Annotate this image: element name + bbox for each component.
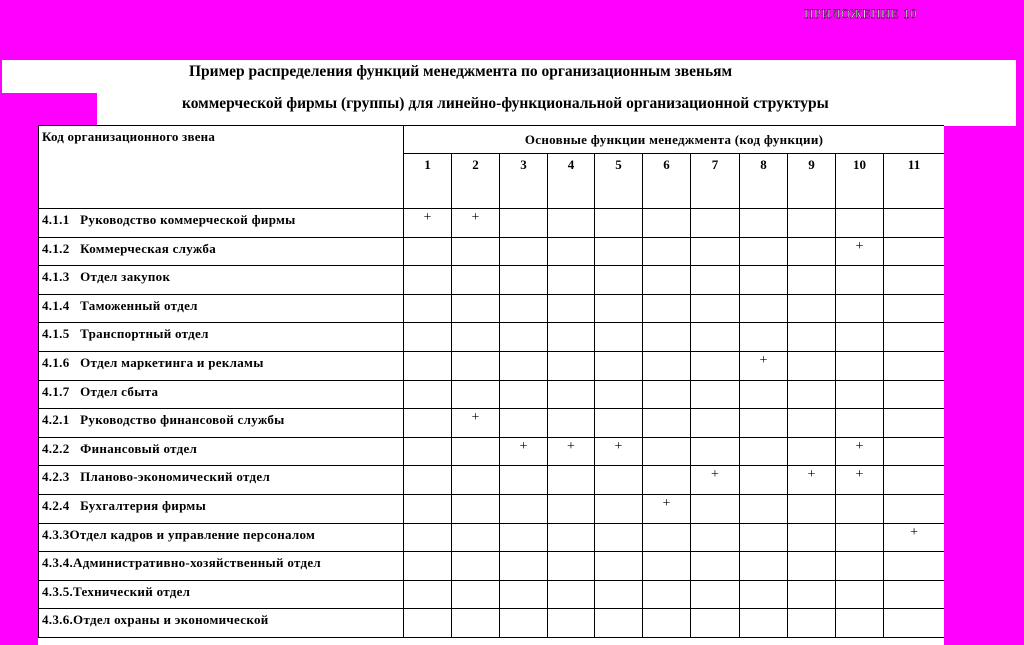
function-cell: [788, 209, 836, 238]
function-cell: [404, 523, 452, 552]
org-unit-label: 4.1.5 Транспортный отдел: [39, 323, 404, 352]
function-cell: [500, 323, 548, 352]
function-cell: [595, 237, 643, 266]
function-number-header: 9: [788, 154, 836, 209]
function-cell: [500, 609, 548, 638]
function-cell: [548, 380, 595, 409]
table-row: [39, 523, 945, 552]
function-cell: [643, 609, 691, 638]
function-cell: [452, 609, 500, 638]
org-unit-label: 4.3.4.Административно-хозяйственный отдел: [39, 552, 404, 581]
function-cell: [595, 580, 643, 609]
document-title-line-1: Пример распределения функций менеджмента по организационным звеньям: [189, 63, 733, 80]
function-cell: [643, 523, 691, 552]
function-cell: [643, 580, 691, 609]
function-cell: [691, 237, 740, 266]
function-cell: [884, 266, 945, 295]
function-cell: [691, 209, 740, 238]
function-cell: [884, 466, 945, 495]
org-unit-label: 4.3.6.Отдел охраны и экономической: [39, 609, 404, 638]
function-cell: [404, 380, 452, 409]
function-cell: [836, 552, 884, 581]
table-row: [39, 351, 945, 380]
function-cell: [595, 266, 643, 295]
function-cell: [691, 323, 740, 352]
function-cell: [740, 580, 788, 609]
function-cell: [740, 523, 788, 552]
function-cell: [595, 323, 643, 352]
function-cell: [740, 466, 788, 495]
function-cell: [500, 380, 548, 409]
table-row: [39, 209, 945, 238]
function-cell: [452, 466, 500, 495]
function-cell: [788, 609, 836, 638]
function-cell: +: [548, 437, 595, 466]
function-cell: [788, 552, 836, 581]
function-cell: [500, 209, 548, 238]
org-unit-label: 4.2.2 Финансовый отдел: [39, 437, 404, 466]
function-cell: [691, 351, 740, 380]
function-cell: [500, 294, 548, 323]
function-cell: [548, 523, 595, 552]
function-cell: [595, 609, 643, 638]
functions-table: [38, 125, 944, 638]
function-cell: [404, 323, 452, 352]
function-cell: [404, 294, 452, 323]
function-cell: +: [452, 209, 500, 238]
org-unit-label: 4.3.3Отдел кадров и управление персоналом: [39, 523, 404, 552]
org-unit-label: 4.1.4 Таможенный отдел: [39, 294, 404, 323]
function-cell: +: [836, 237, 884, 266]
function-cell: [643, 466, 691, 495]
function-cell: [691, 494, 740, 523]
function-cell: [548, 580, 595, 609]
org-unit-label: 4.2.4 Бухгалтерия фирмы: [39, 494, 404, 523]
function-cell: [643, 552, 691, 581]
org-unit-label: 4.2.3 Планово-экономический отдел: [39, 466, 404, 495]
function-cell: [836, 580, 884, 609]
function-cell: [884, 437, 945, 466]
function-cell: [500, 523, 548, 552]
function-cell: [691, 409, 740, 438]
function-cell: [884, 351, 945, 380]
function-cell: [452, 294, 500, 323]
function-cell: [836, 380, 884, 409]
function-cell: [548, 266, 595, 295]
function-cell: [595, 294, 643, 323]
function-cell: [452, 494, 500, 523]
function-cell: [788, 409, 836, 438]
function-cell: [691, 523, 740, 552]
table-row: [39, 266, 945, 295]
function-cell: [404, 609, 452, 638]
function-cell: [500, 409, 548, 438]
function-cell: [884, 294, 945, 323]
function-cell: [500, 494, 548, 523]
functions-column-header: Основные функции менеджмента (код функции): [404, 126, 945, 154]
org-unit-label: 4.1.3 Отдел закупок: [39, 266, 404, 295]
function-cell: +: [788, 466, 836, 495]
function-cell: [884, 209, 945, 238]
function-cell: [691, 609, 740, 638]
function-cell: [548, 351, 595, 380]
function-cell: +: [836, 466, 884, 495]
function-cell: [788, 323, 836, 352]
function-cell: [595, 494, 643, 523]
function-cell: +: [643, 494, 691, 523]
function-cell: [740, 209, 788, 238]
function-cell: [691, 552, 740, 581]
function-cell: [452, 523, 500, 552]
org-unit-label: 4.1.6 Отдел маркетинга и рекламы: [39, 351, 404, 380]
function-cell: [740, 266, 788, 295]
function-cell: +: [884, 523, 945, 552]
function-cell: [740, 437, 788, 466]
function-cell: [452, 437, 500, 466]
table-row: [39, 323, 945, 352]
function-cell: [836, 409, 884, 438]
function-cell: [548, 237, 595, 266]
function-cell: [548, 209, 595, 238]
table-row: [39, 494, 945, 523]
function-cell: [788, 523, 836, 552]
function-cell: [595, 209, 643, 238]
function-cell: [836, 494, 884, 523]
org-unit-label: 4.1.2 Коммерческая служба: [39, 237, 404, 266]
function-cell: [740, 380, 788, 409]
function-cell: [691, 380, 740, 409]
function-cell: [836, 609, 884, 638]
function-cell: [404, 580, 452, 609]
function-cell: [452, 552, 500, 581]
function-cell: [404, 552, 452, 581]
function-cell: [788, 294, 836, 323]
function-cell: [500, 552, 548, 581]
table-row: [39, 609, 945, 638]
function-cell: [691, 294, 740, 323]
table-row: [39, 466, 945, 495]
function-cell: [740, 294, 788, 323]
function-cell: [404, 494, 452, 523]
function-cell: [643, 237, 691, 266]
function-cell: +: [404, 209, 452, 238]
function-cell: [548, 466, 595, 495]
function-cell: [836, 294, 884, 323]
function-cell: [404, 409, 452, 438]
function-cell: +: [691, 466, 740, 495]
function-cell: [884, 237, 945, 266]
functions-table-container: [38, 125, 944, 645]
function-cell: +: [452, 409, 500, 438]
function-cell: [595, 466, 643, 495]
function-cell: [643, 266, 691, 295]
org-unit-label: 4.2.1 Руководство финансовой службы: [39, 409, 404, 438]
function-cell: [500, 351, 548, 380]
function-cell: [740, 552, 788, 581]
org-unit-label: 4.1.1 Руководство коммерческой фирмы: [39, 209, 404, 238]
function-cell: +: [595, 437, 643, 466]
function-cell: [836, 209, 884, 238]
function-cell: [500, 237, 548, 266]
appendix-label: ПРИЛОЖЕНИЕ 10: [804, 6, 917, 21]
function-cell: [548, 323, 595, 352]
header-row: [39, 126, 945, 154]
function-cell: [740, 237, 788, 266]
function-number-header: 6: [643, 154, 691, 209]
function-cell: [884, 409, 945, 438]
function-cell: [404, 237, 452, 266]
function-cell: [643, 409, 691, 438]
function-cell: [404, 266, 452, 295]
function-cell: +: [836, 437, 884, 466]
function-cell: [788, 580, 836, 609]
function-cell: [548, 409, 595, 438]
function-cell: [452, 351, 500, 380]
function-cell: [548, 294, 595, 323]
table-row: [39, 580, 945, 609]
function-number-header: 11: [884, 154, 945, 209]
function-cell: [500, 266, 548, 295]
function-number-header: 7: [691, 154, 740, 209]
function-cell: [884, 609, 945, 638]
function-cell: [595, 523, 643, 552]
function-cell: [788, 494, 836, 523]
function-cell: [452, 266, 500, 295]
function-cell: [788, 380, 836, 409]
function-cell: [691, 266, 740, 295]
function-number-header: 2: [452, 154, 500, 209]
table-body: [39, 209, 945, 638]
function-cell: [740, 494, 788, 523]
function-cell: [836, 351, 884, 380]
function-cell: [500, 580, 548, 609]
function-cell: [740, 323, 788, 352]
function-cell: [884, 552, 945, 581]
table-row: [39, 380, 945, 409]
document-title-line-2: коммерческой фирмы (группы) для линейно-функциональной организационной структуры: [182, 95, 829, 112]
function-cell: [643, 294, 691, 323]
table-row: [39, 294, 945, 323]
function-number-header: 1: [404, 154, 452, 209]
org-unit-label: 4.3.5.Технический отдел: [39, 580, 404, 609]
function-cell: [595, 409, 643, 438]
code-column-header: Код организационного звена: [39, 126, 404, 209]
function-cell: [452, 580, 500, 609]
function-number-header: 8: [740, 154, 788, 209]
function-cell: [884, 580, 945, 609]
function-cell: [740, 409, 788, 438]
function-cell: [548, 494, 595, 523]
function-cell: [595, 552, 643, 581]
function-cell: [836, 523, 884, 552]
function-cell: [884, 494, 945, 523]
org-unit-label: 4.1.7 Отдел сбыта: [39, 380, 404, 409]
table-row: [39, 552, 945, 581]
function-cell: [643, 323, 691, 352]
function-number-header: 4: [548, 154, 595, 209]
function-cell: [548, 609, 595, 638]
function-cell: [643, 380, 691, 409]
function-cell: [500, 466, 548, 495]
table-row: [39, 409, 945, 438]
function-cell: [788, 351, 836, 380]
function-cell: [740, 609, 788, 638]
table-row: [39, 437, 945, 466]
function-cell: [404, 351, 452, 380]
function-cell: [836, 323, 884, 352]
function-cell: [595, 380, 643, 409]
function-cell: +: [740, 351, 788, 380]
function-cell: [595, 351, 643, 380]
table-row: [39, 237, 945, 266]
function-cell: [452, 323, 500, 352]
function-cell: [643, 209, 691, 238]
function-cell: [452, 237, 500, 266]
function-cell: +: [500, 437, 548, 466]
function-cell: [884, 323, 945, 352]
function-cell: [643, 437, 691, 466]
function-number-header: 10: [836, 154, 884, 209]
function-cell: [788, 437, 836, 466]
function-cell: [643, 351, 691, 380]
function-cell: [788, 237, 836, 266]
function-number-header: 3: [500, 154, 548, 209]
function-cell: [404, 437, 452, 466]
function-cell: [691, 437, 740, 466]
function-cell: [452, 380, 500, 409]
function-cell: [884, 380, 945, 409]
function-cell: [836, 266, 884, 295]
function-number-header: 5: [595, 154, 643, 209]
function-cell: [404, 466, 452, 495]
function-cell: [788, 266, 836, 295]
function-cell: [691, 580, 740, 609]
function-cell: [548, 552, 595, 581]
